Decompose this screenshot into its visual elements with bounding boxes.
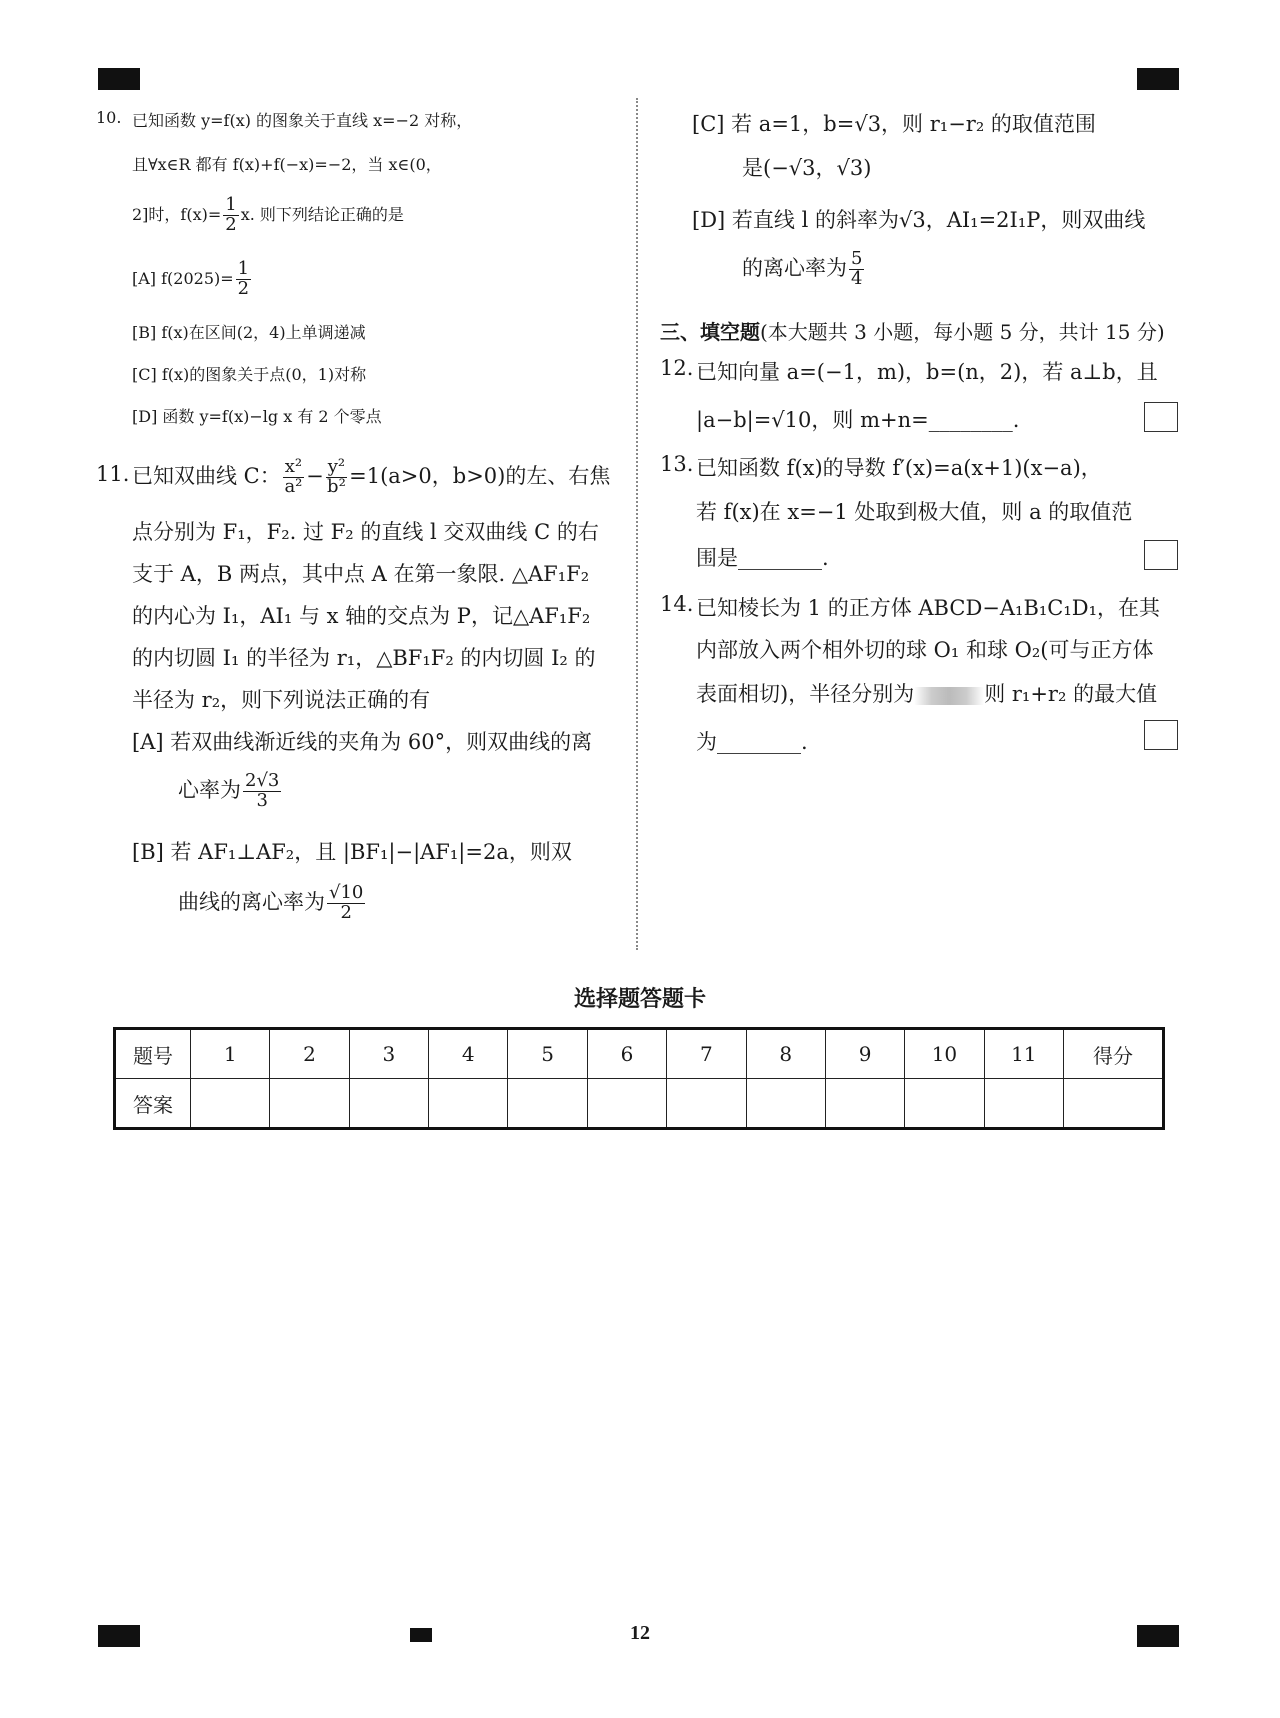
question-text-line: 2]时，f(x)= $\frac{1}{2}$ x. 则下列结论正确的是 [132, 194, 404, 235]
question-number-cell: 11 [984, 1029, 1063, 1079]
score-header-cell: 得分 [1064, 1029, 1164, 1079]
question-text-line: 内部放入两个相外切的球 O₁ 和球 O₂(可与正方体 [696, 638, 1154, 662]
option-b: [B] f(x)在区间(2，4)上单调递减 [132, 323, 366, 342]
question-text-line: 围是________. [696, 546, 829, 570]
answer-card-table [113, 1027, 1165, 1130]
answer-cell[interactable] [349, 1079, 428, 1129]
question-number-cell: 10 [905, 1029, 984, 1079]
answer-box-12[interactable] [1144, 402, 1178, 432]
question-text-line: 已知棱长为 1 的正方体 ABCD−A₁B₁C₁D₁，在其 [696, 596, 1161, 620]
blurred-text [914, 687, 984, 705]
question-number-cell: 7 [667, 1029, 746, 1079]
option-a: [A] f(2025)= $\frac{1}{2}$ [132, 258, 250, 299]
question-number-cell: 2 [270, 1029, 349, 1079]
question-number-cell: 5 [508, 1029, 587, 1079]
table-header-cell: 答案 [115, 1079, 191, 1129]
question-number-cell: 9 [825, 1029, 904, 1079]
question-text-line: 表面相切)，半径分别为 则 r₁+r₂ 的最大值 [696, 682, 1158, 706]
page-number: 12 [630, 1622, 650, 1644]
answer-cell[interactable] [667, 1079, 746, 1129]
option-b: [B] 若 AF₁⊥AF₂，且 |BF₁|−|AF₁|=2a，则双 [132, 840, 572, 864]
question-text-line: 的内心为 I₁，AI₁ 与 x 轴的交点为 P，记△AF₁F₂ [132, 604, 591, 628]
answer-cell[interactable] [270, 1079, 349, 1129]
question-number: 10. [96, 108, 122, 127]
question-10 [96, 108, 616, 428]
question-text-line: 已知向量 a=(−1，m)，b=(n，2)，若 a⊥b，且 [696, 360, 1158, 384]
question-text-line: 已知双曲线 C： $\frac{\text{x²}}{\text{a²}}$ − $\frac{\text{y²}}{\text{b²}}$ =1(a>0，b>0)的左、右焦 [132, 456, 611, 497]
question-text-line: 为________. [696, 730, 808, 754]
question-text-line: 已知函数 f(x)的导数 f′(x)=a(x+1)(x−a)， [696, 456, 1102, 480]
question-number: 13. [660, 452, 694, 476]
table-row [115, 1079, 1164, 1129]
question-12 [660, 356, 1180, 446]
table-header-cell: 题号 [115, 1029, 191, 1079]
question-11-continued [692, 108, 1192, 298]
question-text-line: 点分别为 F₁，F₂. 过 F₂ 的直线 l 交双曲线 C 的右 [132, 520, 599, 544]
table-row [115, 1029, 1164, 1079]
answer-cell[interactable] [429, 1079, 508, 1129]
question-11 [96, 458, 616, 938]
question-number-cell: 1 [191, 1029, 270, 1079]
answer-cell[interactable] [508, 1079, 587, 1129]
question-text-line: 已知函数 y=f(x) 的图象关于直线 x=−2 对称， [132, 111, 473, 130]
question-text-line: 半径为 r₂，则下列说法正确的有 [132, 688, 431, 712]
question-number: 12. [660, 356, 694, 380]
question-number-cell: 6 [587, 1029, 666, 1079]
answer-box-14[interactable] [1144, 720, 1178, 750]
answer-box-13[interactable] [1144, 540, 1178, 570]
answer-cell[interactable] [825, 1079, 904, 1129]
option-c: [C] 若 a=1，b=√3，则 r₁−r₂ 的取值范围 [692, 112, 1096, 136]
option-c: [C] f(x)的图象关于点(0，1)对称 [132, 365, 367, 384]
option-b-cont: 曲线的离心率为 $\frac{√10}{2}$ [178, 882, 364, 923]
question-13 [660, 452, 1180, 582]
option-d-cont: 的离心率为 $\frac{5}{4}$ [742, 248, 863, 289]
answer-cell[interactable] [587, 1079, 666, 1129]
column-divider [636, 98, 638, 950]
option-a: [A] 若双曲线渐近线的夹角为 60°，则双曲线的离 [132, 730, 593, 754]
question-number: 14. [660, 592, 694, 616]
answer-cell[interactable] [191, 1079, 270, 1129]
answer-cell[interactable] [984, 1079, 1063, 1129]
answer-cell[interactable] [746, 1079, 825, 1129]
section-heading: 三、填空题(本大题共 3 小题，每小题 5 分，共计 15 分) [660, 320, 1165, 344]
question-14 [660, 592, 1180, 762]
score-cell[interactable] [1064, 1079, 1164, 1129]
fraction-one-half: $\frac{1}{2}$ [225, 194, 237, 235]
question-number-cell: 8 [746, 1029, 825, 1079]
option-d: [D] 若直线 l 的斜率为√3，AI₁=2I₁P，则双曲线 [692, 208, 1146, 232]
question-number-cell: 3 [349, 1029, 428, 1079]
question-text-line: 的内切圆 I₁ 的半径为 r₁，△BF₁F₂ 的内切圆 I₂ 的 [132, 646, 596, 670]
answer-cell[interactable] [905, 1079, 984, 1129]
question-text-line: 若 f(x)在 x=−1 处取到极大值，则 a 的取值范 [696, 500, 1133, 524]
question-text-line: |a−b|=√10，则 m+n=________. [696, 408, 1020, 432]
option-d: [D] 函数 y=f(x)−lg x 有 2 个零点 [132, 407, 382, 426]
question-text-line: 且∀x∈R 都有 f(x)+f(−x)=−2，当 x∈(0， [132, 155, 442, 174]
registration-mark-top-left [98, 68, 140, 90]
registration-mark-top-right [1137, 68, 1179, 90]
question-number-cell: 4 [429, 1029, 508, 1079]
option-a-cont: 心率为 $\frac{2√3}{3}$ [178, 770, 280, 811]
answer-card-title: 选择题答题卡 [573, 987, 706, 1012]
option-c-cont: 是(−√3，√3) [742, 156, 872, 180]
question-number: 11. [96, 462, 130, 486]
question-text-line: 支于 A，B 两点，其中点 A 在第一象限. △AF₁F₂ [132, 562, 590, 586]
